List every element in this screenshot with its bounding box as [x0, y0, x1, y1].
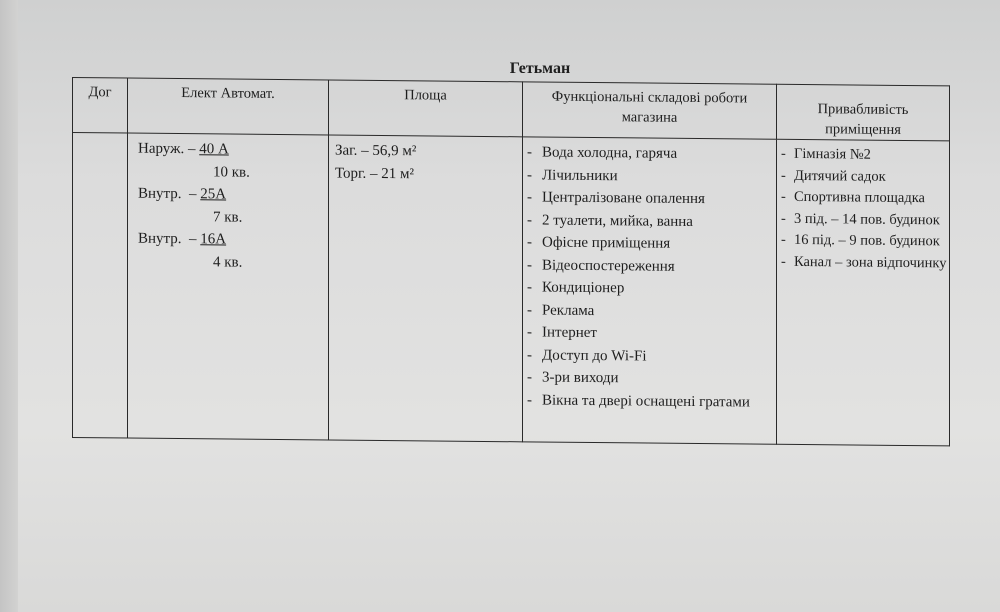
- function-item-text: Кондиціонер: [542, 279, 625, 297]
- function-item: [527, 321, 776, 346]
- automat-line: [138, 228, 328, 252]
- dash-bullet: -: [527, 144, 532, 161]
- area-total: Заг. – 56,9 м²: [335, 142, 417, 160]
- function-item-text: Лічильники: [542, 167, 618, 184]
- function-item: [527, 186, 776, 211]
- dash-bullet: -: [527, 256, 532, 273]
- attractiveness-item: [781, 187, 949, 210]
- attractiveness-item: [781, 230, 949, 253]
- paper-edge: [0, 0, 18, 612]
- dash-bullet: -: [781, 253, 786, 270]
- dash-bullet: -: [527, 346, 532, 363]
- dash-bullet: -: [527, 166, 532, 183]
- cell-attractiveness: [777, 139, 950, 446]
- attractiveness-item: [781, 144, 949, 167]
- area-trade: Торг. – 21 м²: [335, 165, 414, 182]
- area-list: [329, 135, 522, 186]
- attractiveness-item-text: Спортивна площадка: [794, 188, 925, 207]
- function-item-text: 2 туалети, мийка, ванна: [542, 212, 693, 230]
- attractiveness-item-text: 3 під. – 14 пов. будинок: [794, 210, 940, 228]
- dash-bullet: -: [527, 279, 532, 296]
- attractiveness-item-text: Канал – зона відпочинку: [794, 253, 947, 271]
- dash-bullet: -: [527, 211, 532, 228]
- document-title: Гетьман: [509, 60, 571, 77]
- cell-automats: [128, 133, 329, 440]
- automat-quantity: 10 кв.: [213, 163, 250, 181]
- function-item-text: Доступ до Wi-Fi: [542, 347, 647, 365]
- attractiveness-item-text: Гімназія №2: [794, 145, 871, 163]
- dash-bullet: -: [781, 167, 786, 184]
- dash-bullet: -: [527, 324, 532, 341]
- header-elekt-avtomat: Елект Автомат.: [128, 78, 329, 135]
- automat-quantity: 4 кв.: [213, 253, 243, 271]
- dash-bullet: -: [781, 145, 786, 162]
- attractiveness-item: [781, 165, 949, 188]
- function-item-text: Інтернет: [542, 324, 597, 342]
- automat-line: [138, 183, 328, 207]
- attractiveness-item: [781, 208, 949, 231]
- automat-quantity: 7 кв.: [213, 208, 243, 226]
- automat-amperage: 25А: [200, 186, 227, 203]
- automat-label: Внутр. –: [138, 185, 201, 203]
- function-item: [527, 231, 776, 256]
- function-item-text: Вода холодна, гаряча: [542, 144, 678, 162]
- attractiveness-item-text: 16 під. – 9 пов. будинок: [794, 231, 940, 250]
- attractiveness-list: [777, 140, 949, 275]
- function-item: [527, 209, 776, 234]
- automats-list: [128, 134, 328, 275]
- function-item: [527, 141, 776, 166]
- function-item-text: Реклама: [542, 302, 595, 319]
- table-header-row: [73, 78, 950, 141]
- dash-bullet: -: [781, 188, 786, 205]
- header-funktsii: Функціональні складові роботи магазина: [523, 82, 777, 139]
- header-pryvablyvist: Привабливість приміщення: [777, 84, 950, 141]
- header-dog: Дог: [73, 78, 128, 134]
- function-item-text: Централізоване опалення: [542, 189, 705, 208]
- cell-dog: [73, 133, 128, 439]
- automat-label: Наруж. –: [138, 140, 200, 158]
- table-body-row: [73, 133, 950, 446]
- dash-bullet: -: [527, 189, 532, 206]
- dash-bullet: -: [527, 234, 532, 251]
- function-item: [527, 299, 776, 324]
- automat-label: Внутр. –: [138, 230, 201, 248]
- function-item-text: Офісне приміщення: [542, 234, 671, 252]
- dash-bullet: -: [527, 391, 532, 408]
- header-ploshcha: Площа: [329, 80, 523, 137]
- function-item-text: Вікна та двері оснащені гратами: [542, 392, 750, 411]
- cell-functions: [523, 137, 777, 444]
- dash-bullet: -: [781, 231, 786, 248]
- function-item: [527, 164, 776, 189]
- function-item: [527, 344, 776, 369]
- store-info-table: [72, 77, 950, 446]
- function-item: [527, 276, 776, 301]
- dash-bullet: -: [527, 301, 532, 318]
- attractiveness-item-text: Дитячий садок: [794, 167, 886, 185]
- functions-list: [523, 137, 776, 413]
- function-item-text: 3-ри виходи: [542, 369, 619, 387]
- automat-line: [138, 138, 328, 162]
- dash-bullet: -: [527, 369, 532, 386]
- attractiveness-item: [781, 251, 949, 274]
- function-item: [527, 389, 776, 414]
- automat-amperage: 16А: [200, 231, 227, 248]
- function-item: [527, 254, 776, 279]
- function-item: [527, 366, 776, 391]
- cell-area: [329, 135, 523, 442]
- function-item-text: Відеоспостереження: [542, 257, 675, 275]
- dash-bullet: -: [781, 210, 786, 227]
- automat-amperage: 40 А: [199, 141, 229, 158]
